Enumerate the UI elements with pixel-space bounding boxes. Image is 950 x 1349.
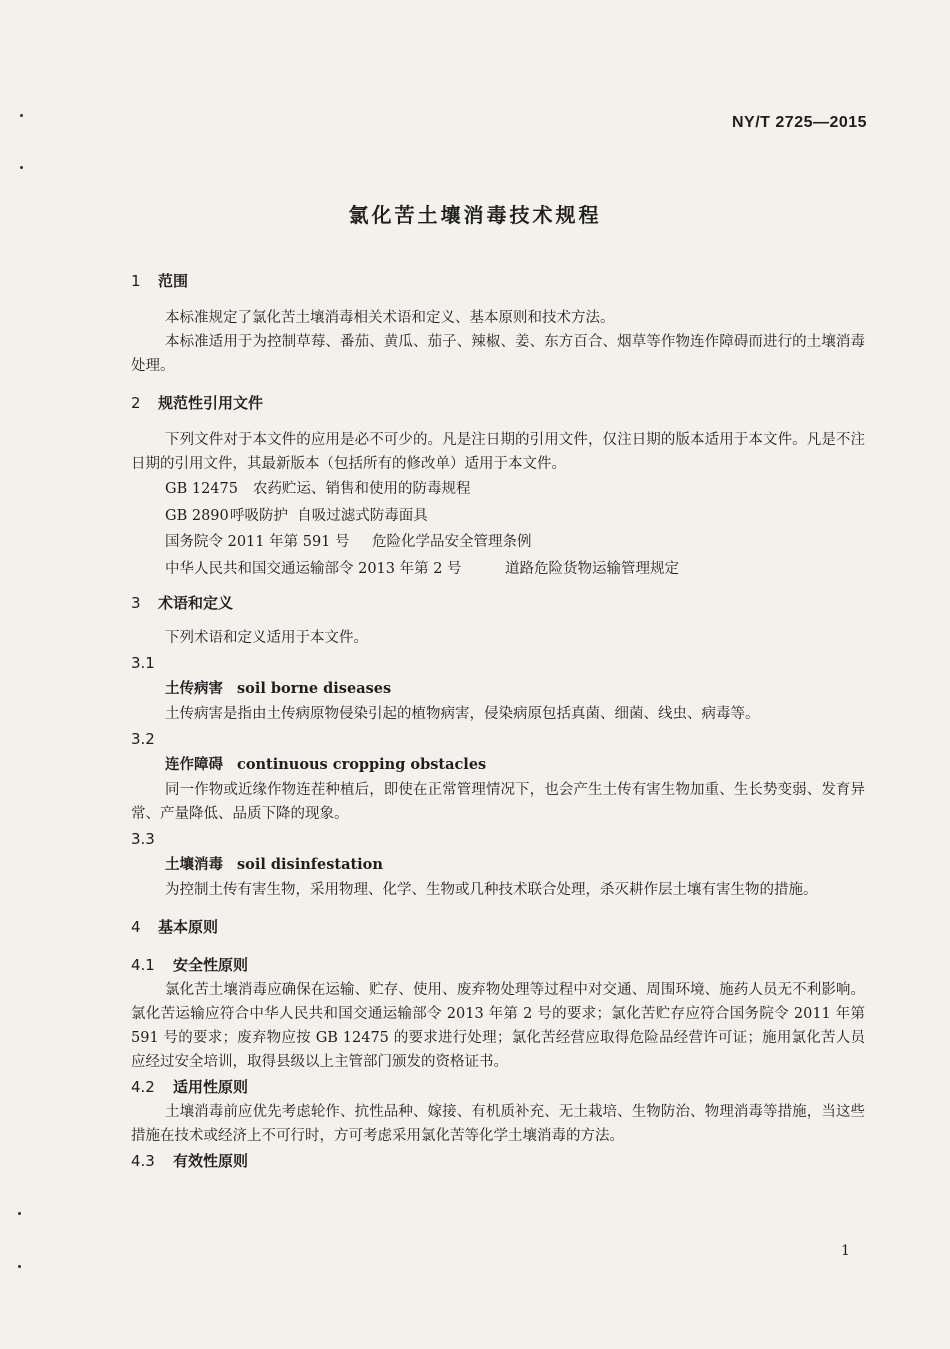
safety-principle-paragraph: 氯化苦土壤消毒应确保在运输、贮存、使用、废弃物处理等过程中对交通、周围环境、施药人员无不利影响。氯化苦运输应符合中华人民共和国交通运输部令 2013 年第 2 号的要求；氯化苦贮存应符合国务院令 2011 年第 591 号的要求；废弃物应按 GB 12475 的要求进行处理；氯化苦经营应取得危险品经营许可证；施用氯化苦人员应经过安全培训，取得县级以上主管部门颁发的资格证书。 [131,982,865,1070]
scope-paragraph-1: 本标准规定了氯化苦土壤消毒相关术语和定义、基本原则和技术方法。 [165,310,615,326]
term-definition: 土传病害是指由土传病原物侵染引起的植物病害，侵染病原包括真菌、细菌、线虫、病毒等。 [165,706,760,722]
clause-number: 3.2 [131,730,155,748]
subsection-heading: 4.1 安全性原则 [131,956,249,974]
section-heading-1: 1 范围 [131,272,189,290]
clause-number: 3.3 [131,830,155,848]
applicability-principle-paragraph: 土壤消毒前应优先考虑轮作、抗性品种、嫁接、有机质补充、无土栽培、生物防治、物理消毒等措施，当这些措施在技术或经济上不可行时，方可考虑采用氯化苦等化学土壤消毒的方法。 [131,1104,865,1144]
term-heading: 连作障碍 continuous cropping obstacles [165,756,487,773]
page-number: 1 [841,1243,850,1259]
reference-item: 中华人民共和国交通运输部令 2013 年第 2 号 道路危险货物运输管理规定 [165,560,679,577]
reference-item: 国务院令 2011 年第 591 号 危险化学品安全管理条例 [165,534,532,550]
subsection-heading: 4.3 有效性原则 [131,1152,249,1170]
scan-mark [18,1212,21,1215]
term-definition: 为控制土传有害生物，采用物理、化学、生物或几种技术联合处理，杀灭耕作层土壤有害生物的措施。 [165,882,818,898]
document-title: 氯化苦土壤消毒技术规程 [348,203,602,227]
section-heading-3: 3 术语和定义 [131,594,234,612]
section-heading-2: 2 规范性引用文件 [131,394,264,412]
scan-mark [18,1265,21,1268]
scope-paragraph-2: 本标准适用于为控制草莓、番茄、黄瓜、茄子、辣椒、姜、东方百合、烟草等作物连作障碍而进行的土壤消毒处理。 [131,334,865,374]
references-intro: 下列文件对于本文件的应用是必不可少的。凡是注日期的引用文件，仅注日期的版本适用于本文件。凡是不注日期的引用文件，其最新版本（包括所有的修改单）适用于本文件。 [131,432,865,472]
term-definition: 同一作物或近缘作物连茬种植后，即使在正常管理情况下，也会产生土传有害生物加重、生长势变弱、发育异常、产量降低、品质下降的现象。 [131,782,865,822]
subsection-heading: 4.2 适用性原则 [131,1078,249,1096]
clause-number: 3.1 [131,654,155,672]
terms-intro: 下列术语和定义适用于本文件。 [165,630,368,646]
term-heading: 土传病害 soil borne diseases [165,680,392,697]
section-heading-4: 4 基本原则 [131,918,219,936]
document-body [131,268,865,1174]
scan-mark [20,114,23,117]
reference-item: GB 2890呼吸防护 自吸过滤式防毒面具 [165,507,428,524]
term-heading: 土壤消毒 soil disinfestation [165,856,383,873]
scan-mark [20,166,23,169]
standard-code: NY/T 2725—2015 [732,114,868,131]
reference-item: GB 12475 农药贮运、销售和使用的防毒规程 [165,481,471,497]
